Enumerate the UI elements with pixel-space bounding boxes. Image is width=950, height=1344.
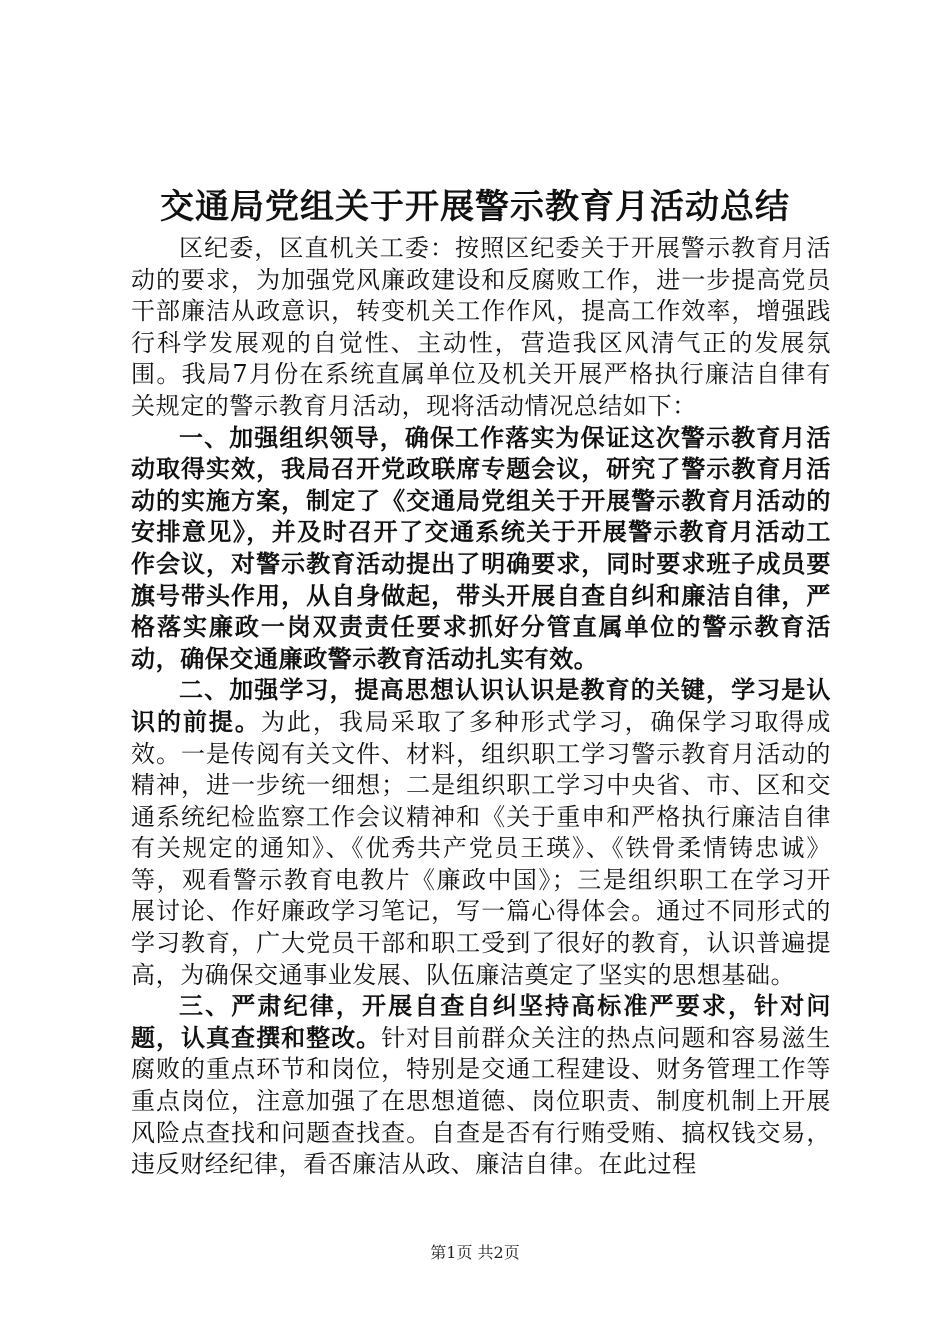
intro-paragraph: 区纪委，区直机关工委：按照区纪委关于开展警示教育月活动的要求，为加强党风廉政建设和反腐败工作，进一步提高党员干部廉洁从政意识，转变机关工作作风，提高工作效率，增强践行科学发展观的自觉性、主动性，营造我区风清气正的发展氛围。我局7月份在系统直属单位及机关开展严格执行廉洁自律有关规定的警示教育月活动，现将活动情况总结如下： [131, 234, 831, 420]
section-3-heading: 三、严肃纪律，开展自查自纠坚持高标准严要求，针对问题，认真查撰和整改。 [131, 992, 831, 1052]
document-body [131, 233, 831, 1181]
section-1-heading: 一、加强组织领导，确保工作落实为保证这次警示教育月活动取得实效，我局召开党政联席专题会议，研究了警示教育月活动的实施方案，制定了《交通局党组关于开展警示教育月活动的安排意见》，并及时召开了交通系统关于开展警示教育月活动工作会议，对警示教育活动提出了明确要求，同时要求班子成员要旗号带头作用，从自身做起，带头开展自查自纠和廉洁自律，严格落实廉政一岗双责责任要求抓好分管直属单位的警示教育活动，确保交通廉政警示教育活动扎实有效。 [131, 423, 831, 673]
section-3-paragraph [131, 991, 831, 1181]
section-2-paragraph [131, 675, 831, 991]
section-2-text: 为此，我局采取了多种形式学习，确保学习取得成效。一是传阅有关文件、材料，组织职工学习警示教育月活动的精神，进一步统一细想；二是组织职工学习中央省、市、区和交通系统纪检监察工作会议精神和《关于重申和严格执行廉洁自律有关规定的通知》、《优秀共产党员王瑛》、《铁骨柔情铸忠诚》等，观看警示教育电教片《廉政中国》；三是组织职工在学习开展讨论、作好廉政学习笔记，写一篇心得体会。通过不同形式的学习教育，广大党员干部和职工受到了很好的教育，认识普遍提高，为确保交通事业发展、队伍廉洁奠定了坚实的思想基础。 [131, 707, 832, 989]
section-3-text: 针对目前群众关注的热点问题和容易滋生腐败的重点环节和岗位，特别是交通工程建设、财务管理工作等重点岗位，注意加强了在思想道德、岗位职责、制度机制上开展风险点查找和问题查找查。自查是否有行贿受贿、搞权钱交易，违反财经纪律，看否廉洁从政、廉洁自律。在此过程 [131, 1023, 831, 1179]
page-number-footer: 第1页 共2页 [430, 1243, 520, 1262]
document-title: 交通局党组关于开展警示教育月活动总结 [160, 187, 790, 227]
section-2-heading: 二、加强学习，提高思想认识认识是教育的关键，学习是认识的前提。 [131, 676, 831, 736]
section-1-paragraph [131, 423, 831, 676]
